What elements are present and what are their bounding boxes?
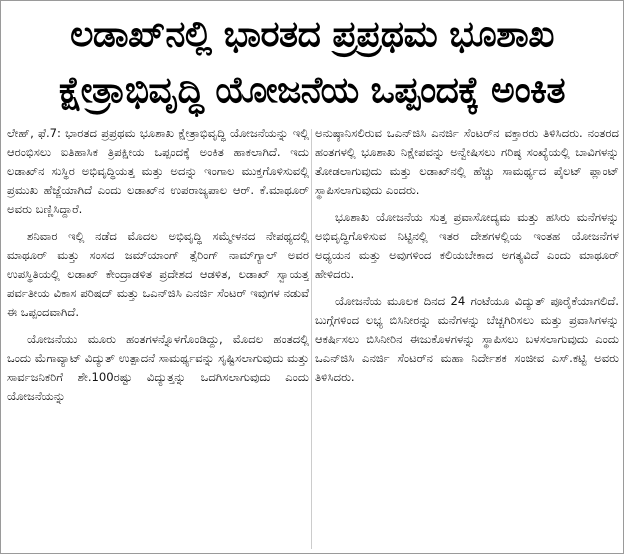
article-paragraph: ಲೇಹ್, ಫೆ.7: ಭಾರತದ ಪ್ರಪ್ರಥಮ ಭೂಶಾಖ ಕ್ಷೇತ್ರಾಭಿವೃದ್ಧಿ ಯೋಜನೆಯನ್ನು ಇಲ್ಲಿ ಆರಂಭಿಸಲು ಐತಿಹಾಸಿಕ ತ್ರಿಪಕ್ಷೀಯ ಒಪ್ಪಂದಕ್ಕೆ ಅಂಕಿತ ಹಾಕಲಾಗಿದೆ. ಇದು ಲಡಾಖ್‌ನ ಸುಸ್ಥಿರ ಅಭಿವೃದ್ಧಿಯತ್ತ ಮತ್ತು ಅದನ್ನು ಇಂಗಾಲ ಮುಕ್ತಗೊಳಿಸುವಲ್ಲಿ ಪ್ರಮುಖ ಹೆಜ್ಜೆಯಾಗಿದೆ ಎಂದು ಲಡಾಖ್‌ನ ಉಪರಾಜ್ಯಪಾಲ ಆರ್. ಕೆ.ಮಾಥೂರ್ ಅವರು ಬಣ್ಣಿಸಿದ್ದಾರೆ. xyxy=(7,126,309,216)
article-column-right xyxy=(315,124,619,554)
article-paragraph: ಶನಿವಾರ ಇಲ್ಲಿ ನಡೆದ ಮೊದಲ ಅಭಿವೃದ್ಧಿ ಸಮ್ಮೇಳನದ ನೇಪಥ್ಯದಲ್ಲಿ ಮಾಥೂರ್ ಮತ್ತು ಸಂಸದ ಜಮ್‌ಯಾಂಗ್ ತ್ಸೆರಿಂಗ್ ನಾಮ್‌ಗ್ಯಾಲ್ ಅವರ ಉಪಸ್ಥಿತಿಯಲ್ಲಿ ಲಡಾಖ್ ಕೇಂದ್ರಾಡಳಿತ ಪ್ರದೇಶದ ಆಡಳಿತ, ಲಡಾಖ್ ಸ್ವಾಯತ್ತ ಪರ್ವತೀಯ ವಿಕಾಸ ಪರಿಷದ್ ಮತ್ತು ಒಎನ್‌ಜಿಸಿ ಎನರ್ಜಿ ಸೆಂಟರ್ ಇವುಗಳ ನಡುವೆ ಈ ಒಪ್ಪಂದವಾಗಿದೆ. xyxy=(7,229,309,319)
article-paragraph: ಯೋಜನೆಯು ಮೂರು ಹಂತಗಳನ್ನೊಳಗೊಂಡಿದ್ದು, ಮೊದಲ ಹಂತದಲ್ಲಿ ಒಂದು ಮೆಗಾವ್ಯಾಟ್ ವಿದ್ಯುತ್ ಉತ್ಪಾದನೆ ಸಾಮರ್ಥ್ಯವನ್ನು ಸೃಷ್ಟಿಸಲಾಗುವುದು ಮತ್ತು ಸಾರ್ವಜನಿಕರಿಗೆ ಶೇ.100ರಷ್ಟು ವಿದ್ಯುತ್ತನ್ನು ಒದಗಿಸಲಾಗುವುದು ಎಂದು ಯೋಜನೆಯನ್ನು xyxy=(7,332,309,403)
headline-line-2: ಕ್ಷೇತ್ರಾಭಿವೃದ್ಧಿ ಯೋಜನೆಯ ಒಪ್ಪಂದಕ್ಕೆ ಅಂಕಿತ xyxy=(58,70,566,111)
article-paragraph: ಯೋಜನೆಯ ಮೂಲಕ ದಿನದ 24 ಗಂಟೆಯೂ ವಿದ್ಯುತ್ ಪೂರೈಕೆಯಾಗಲಿದೆ. ಬುಗ್ಗೆಗಳಿಂದ ಲಭ್ಯ ಬಿಸಿನೀರನ್ನು ಮನೆಗಳನ್ನು ಬೆಚ್ಚಗಿರಿಸಲು ಮತ್ತು ಪ್ರವಾಸಿಗಳನ್ನು ಆಕರ್ಷಿಸಲು ಬಿಸಿನೀರಿನ ಈಜುಕೊಳಗಳನ್ನು ಸ್ಥಾಪಿಸಲು ಬಳಸಲಾಗುವುದು ಎಂದು ಒಎನ್‌ಜಿಸಿ ಎನರ್ಜಿ ಸೆಂಟರ್‌ನ ಮಹಾ ನಿರ್ದೇಶಕ ಸಂಜೀವ ಎಸ್.ಕಟ್ಟಿ ಅವರು ತಿಳಿಸಿದರು. xyxy=(315,294,619,384)
column-divider xyxy=(311,129,312,549)
headline-line-1: ಲಡಾಖ್‌ನಲ್ಲಿ ಭಾರತದ ಪ್ರಪ್ರಥಮ ಭೂಶಾಖ xyxy=(70,14,554,55)
article-paragraph: ಭೂಶಾಖ ಯೋಜನೆಯ ಸುತ್ತ ಪ್ರವಾಸೋದ್ಯಮ ಮತ್ತು ಹಸಿರು ಮನೆಗಳನ್ನು ಅಭಿವೃದ್ಧಿಗೊಳಿಸುವ ನಿಟ್ಟಿನಲ್ಲಿ ಇತರ ದೇಶಗಳಲ್ಲಿಯ ಇಂತಹ ಯೋಜನೆಗಳ ಅಧ್ಯಯನ ಮತ್ತು ಅವುಗಳಿಂದ ಕಲಿಯಬೇಕಾದ ಅಗತ್ಯವಿದೆ ಎಂದು ಮಾಥೂರ್ ಹೇಳಿದರು. xyxy=(315,210,619,281)
article-column-left xyxy=(7,124,309,554)
article-paragraph: ಅನುಷ್ಠಾನಿಸಲಿರುವ ಒಎನ್‌ಜಿಸಿ ಎನರ್ಜಿ ಸೆಂಟರ್‌ನ ವಕ್ತಾರರು ತಿಳಿಸಿದರು. ನಂತರದ ಹಂತಗಳಲ್ಲಿ ಭೂಶಾಖ ನಿಕ್ಷೇಪವನ್ನು ಅನ್ವೇಷಿಸಲು ಗರಿಷ್ಠ ಸಂಖ್ಯೆಯಲ್ಲಿ ಬಾವಿಗಳನ್ನು ತೋಡಲಾಗುವುದು ಮತ್ತು ಲಡಾಖ್‌ನಲ್ಲಿ ಹೆಚ್ಚು ಸಾಮರ್ಥ್ಯದ ಪೈಲಟ್ ಪ್ಲಾಂಟ್ ಸ್ಥಾಪಿಸಲಾಗುವುದು ಎಂದರು. xyxy=(315,126,619,197)
